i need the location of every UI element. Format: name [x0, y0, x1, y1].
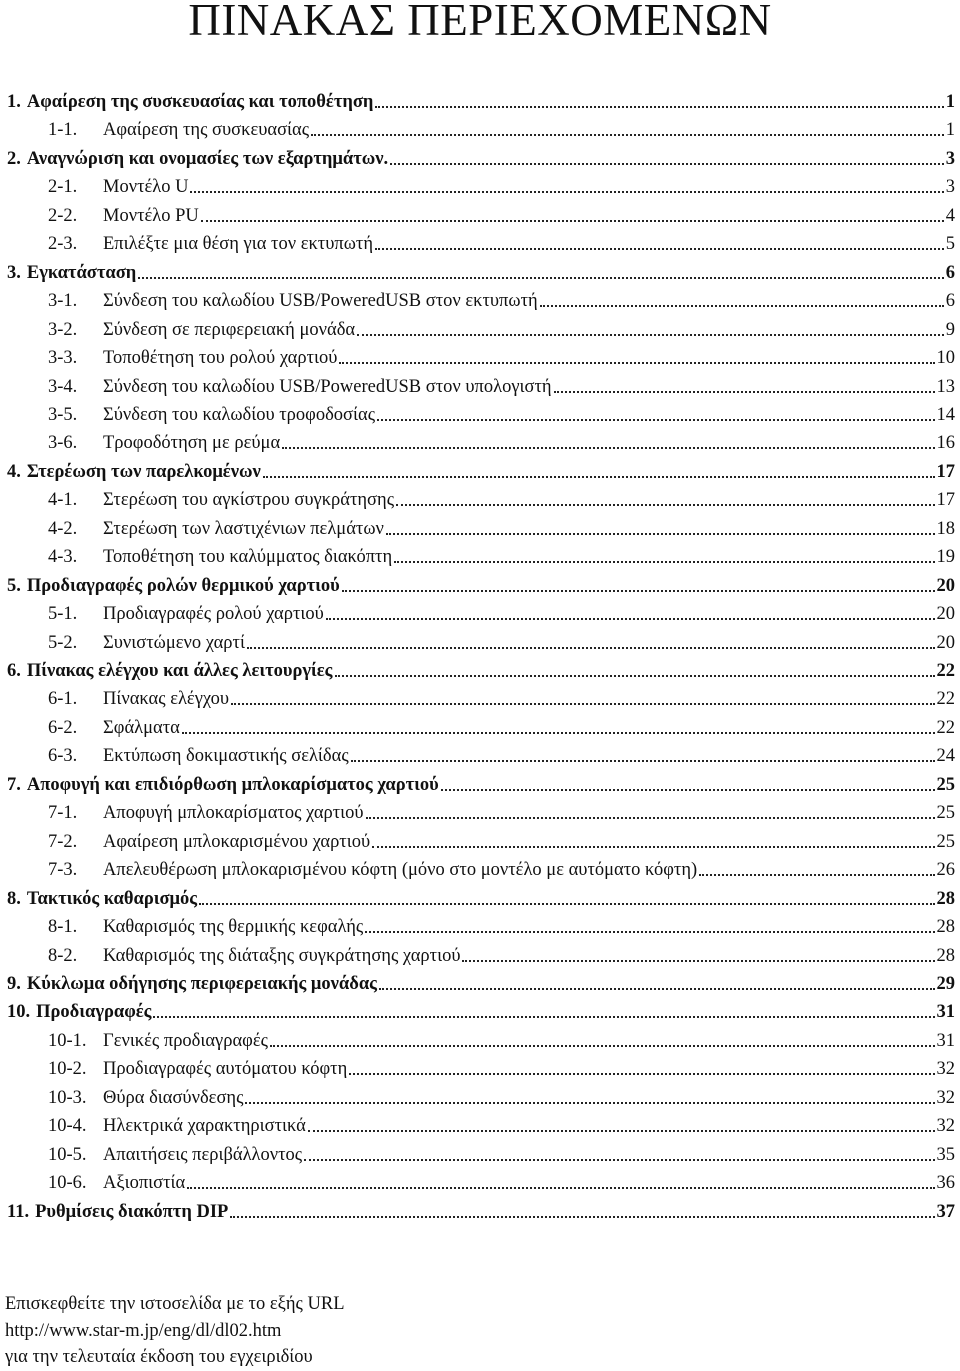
toc-dot-leader: [231, 703, 934, 705]
toc-section-entry[interactable]: [7, 770, 955, 796]
toc-entry-label: Θύρα διασύνδεσης: [103, 1087, 244, 1108]
toc-section-entry[interactable]: [7, 656, 955, 682]
toc-entry-number: 10-4.: [48, 1116, 87, 1137]
toc-entry-number: 3-6.: [48, 433, 78, 454]
page-title: ΠΙΝΑΚΑΣ ΠΕΡΙΕΧΟΜΕΝΩΝ: [188, 0, 772, 45]
toc-entry-label: Τακτικός καθαρισμός: [26, 888, 198, 909]
toc-page-number: 24: [936, 746, 955, 767]
toc-entry-label: Σύνδεση του καλωδίου USB/PoweredUSB στον υπολογιστή: [103, 376, 552, 397]
toc-entry-label: Εκτύπωση δοκιμαστικής σελίδας: [103, 746, 349, 767]
toc-entry-label: Προδιαγραφές: [36, 1002, 152, 1023]
toc-entry-label: Αφαίρεση της συσκευασίας: [103, 120, 310, 141]
footer-line-1: Επισκεφθείτε την ιστοσελίδα με το εξής URL: [5, 1294, 345, 1314]
toc-subsection-entry[interactable]: [48, 372, 955, 398]
toc-entry-label: Αναγνώριση και ονομασίες των εξαρτημάτων.: [26, 148, 389, 169]
toc-page-number: 17: [936, 461, 955, 482]
toc-dot-leader: [201, 220, 944, 222]
toc-entry-label: Εγκατάσταση: [26, 262, 137, 283]
toc-entry-number: 6-3.: [48, 746, 78, 767]
toc-page-number: 1: [945, 120, 955, 141]
toc-dot-leader: [326, 618, 935, 620]
toc-subsection-entry[interactable]: [48, 1083, 955, 1109]
toc-entry-label: Καθαρισμός της θερμικής κεφαλής: [103, 917, 364, 938]
toc-dot-leader: [282, 447, 934, 449]
toc-subsection-entry[interactable]: [48, 798, 955, 824]
toc-dot-leader: [270, 1045, 935, 1047]
toc-entry-label: Πίνακας ελέγχου και άλλες λειτουργίες: [26, 661, 333, 681]
toc-entry-number: 4-2.: [48, 518, 78, 539]
toc-page-number: 19: [936, 547, 955, 568]
toc-dot-leader: [308, 1130, 935, 1132]
toc-entry-label: Κύκλωμα οδήγησης περιφερειακής μονάδας: [26, 973, 377, 994]
toc-page-number: 4: [945, 205, 955, 226]
toc-entry-number: 10-3.: [48, 1087, 87, 1108]
toc-subsection-entry[interactable]: [48, 514, 955, 540]
toc-page-number: 20: [936, 604, 955, 625]
toc-dot-leader: [554, 391, 935, 393]
toc-subsection-entry[interactable]: [48, 315, 955, 341]
toc-page-number: 36: [936, 1173, 955, 1194]
toc-page-number: 3: [945, 177, 955, 198]
toc-entry-number: 4-3.: [48, 547, 78, 568]
toc-subsection-entry[interactable]: [48, 827, 955, 853]
toc-subsection-entry[interactable]: [48, 428, 955, 454]
toc-entry-label: Πίνακας ελέγχου: [103, 689, 230, 710]
toc-subsection-entry[interactable]: [48, 599, 955, 625]
toc-dot-leader: [263, 476, 935, 478]
toc-entry-label: Απαιτήσεις περιβάλλοντος: [103, 1144, 303, 1165]
toc-entry-label: Στερέωση των παρελκομένων: [26, 461, 261, 482]
toc-entry-number: 3-5.: [48, 404, 78, 425]
toc-page-number: 3: [945, 148, 955, 169]
toc-entry-number: 11.: [7, 1201, 30, 1222]
toc-page-number: 32: [936, 1087, 955, 1108]
toc-entry-number: 10.: [7, 1002, 31, 1023]
toc-page-number: 35: [936, 1144, 955, 1165]
toc-entry-label: Απελευθέρωση μπλοκαρισμένου κόφτη (μόνο στο μοντέλο με αυτόματο κόφτη): [103, 860, 698, 881]
toc-entry-number: 7-1.: [48, 803, 78, 824]
toc-entry-label: Προδιαγραφές ρολού χαρτιού: [103, 604, 324, 625]
toc-entry-label: Σύνδεση του καλωδίου τροφοδοσίας: [103, 404, 376, 425]
toc-page-number: 29: [936, 973, 955, 994]
toc-subsection-entry[interactable]: [48, 741, 955, 767]
toc-entry-number: 10-2.: [48, 1059, 87, 1080]
toc-entry-number: 2-3.: [48, 234, 78, 255]
toc-section-entry[interactable]: [7, 1197, 955, 1223]
toc-entry-label: Τροφοδότηση με ρεύμα: [103, 433, 281, 454]
toc-entry-label: Γενικές προδιαγραφές: [103, 1030, 268, 1051]
toc-entry-number: 5-1.: [48, 604, 78, 625]
toc-page-number: 9: [945, 319, 955, 340]
toc-subsection-entry[interactable]: [48, 201, 955, 227]
toc-section-entry[interactable]: [7, 884, 955, 910]
toc-entry-label: Καθαρισμός της διάταξης συγκράτησης χαρτιού: [103, 945, 461, 966]
toc-entry-number: 6-2.: [48, 717, 78, 738]
toc-entry-number: 3-1.: [48, 291, 78, 312]
toc-dot-leader: [335, 675, 935, 677]
toc-entry-number: 6-1.: [48, 689, 78, 710]
toc-page-number: 1: [945, 92, 955, 112]
footer-note: [5, 1291, 345, 1371]
toc-page-number: 20: [936, 575, 955, 596]
toc-dot-leader: [349, 1073, 934, 1075]
toc-dot-leader: [540, 305, 944, 307]
toc-entry-label: Σύνδεση του καλωδίου USB/PoweredUSB στον εκτυπωτή: [103, 291, 538, 312]
toc-entry-number: 10-1.: [48, 1030, 87, 1051]
toc-page-number: 18: [936, 518, 955, 539]
toc-subsection-entry[interactable]: [48, 485, 955, 511]
toc-entry-number: 2.: [7, 148, 21, 169]
toc-dot-leader: [247, 647, 935, 649]
toc-entry-number: 8-2.: [48, 945, 78, 966]
toc-page-number: 32: [936, 1059, 955, 1080]
toc-dot-leader: [366, 817, 935, 819]
toc-subsection-entry[interactable]: [48, 628, 955, 654]
toc-entry-number: 2-1.: [48, 177, 78, 198]
toc-page-number: 16: [936, 433, 955, 454]
toc-entry-label: Μοντέλο U: [103, 177, 189, 198]
toc-dot-leader: [190, 191, 943, 193]
toc-page-number: 22: [936, 689, 955, 710]
toc-page-number: 13: [936, 376, 955, 397]
toc-dot-leader: [377, 419, 934, 421]
toc-dot-leader: [386, 533, 935, 535]
toc-entry-number: 4-1.: [48, 490, 78, 511]
toc-subsection-entry[interactable]: [48, 343, 955, 369]
toc-page-number: 25: [936, 831, 955, 852]
toc-entry-number: 8-1.: [48, 917, 78, 938]
toc-dot-leader: [462, 960, 934, 962]
toc-subsection-entry[interactable]: [48, 912, 955, 938]
toc-page-number: 28: [936, 917, 955, 938]
toc-section-entry[interactable]: [7, 571, 955, 597]
toc-subsection-entry[interactable]: [48, 542, 955, 568]
toc-entry-label: Ηλεκτρικά χαρακτηριστικά: [103, 1116, 306, 1137]
toc-entry-number: 8.: [7, 888, 21, 909]
toc-entry-number: 5-2.: [48, 632, 78, 653]
toc-subsection-entry[interactable]: [48, 1168, 955, 1194]
toc-dot-leader: [394, 561, 934, 563]
toc-entry-label: Προδιαγραφές ρολών θερμικού χαρτιού: [26, 575, 340, 596]
toc-entry-label: Στερέωση των λαστιχένιων πελμάτων: [103, 518, 384, 539]
toc-entry-label: Αποφυγή μπλοκαρίσματος χαρτιού: [103, 803, 364, 824]
toc-entry-label: Αφαίρεση μπλοκαρισμένου χαρτιού: [103, 831, 371, 852]
toc-entry-label: Αποφυγή και επιδιόρθωση μπλοκαρίσματος χαρτιού: [26, 774, 439, 795]
toc-subsection-entry[interactable]: [48, 1140, 955, 1166]
toc-entry-label: Ρυθμίσεις διακόπτη DIP: [35, 1201, 229, 1222]
toc-page-number: 6: [945, 262, 955, 283]
toc-subsection-entry[interactable]: [48, 229, 955, 255]
toc-subsection-entry[interactable]: [48, 115, 955, 141]
toc-dot-leader: [339, 362, 934, 364]
toc-entry-number: 3-4.: [48, 376, 78, 397]
toc-page-number: 25: [936, 803, 955, 824]
toc-section-entry[interactable]: [7, 997, 955, 1023]
toc-page-number: 25: [936, 774, 955, 795]
toc-subsection-entry[interactable]: [48, 713, 955, 739]
toc-entry-number: 7-2.: [48, 831, 78, 852]
toc-entry-number: 3-3.: [48, 348, 78, 369]
toc-section-entry[interactable]: [7, 144, 955, 170]
toc-dot-leader: [379, 988, 935, 990]
toc-subsection-entry[interactable]: [48, 684, 955, 710]
toc-section-entry[interactable]: [7, 969, 955, 995]
toc-dot-leader: [182, 732, 935, 734]
toc-page-number: 28: [936, 888, 955, 909]
toc-section-entry[interactable]: [7, 457, 955, 483]
toc-dot-leader: [153, 1016, 934, 1018]
toc-subsection-entry[interactable]: [48, 286, 955, 312]
toc-dot-leader: [138, 277, 943, 279]
toc-subsection-entry[interactable]: [48, 1054, 955, 1080]
toc-dot-leader: [390, 163, 944, 165]
toc-entry-number: 5.: [7, 575, 21, 596]
toc-dot-leader: [245, 1102, 934, 1104]
toc-entry-label: Συνιστώμενο χαρτί: [103, 632, 245, 653]
toc-dot-leader: [699, 874, 934, 876]
toc-page-number: 31: [936, 1030, 955, 1051]
toc-page-number: 17: [936, 490, 955, 511]
toc-dot-leader: [372, 846, 934, 848]
toc-subsection-entry[interactable]: [48, 941, 955, 967]
toc-section-entry[interactable]: [7, 87, 955, 113]
toc-page-number: 32: [936, 1116, 955, 1137]
toc-dot-leader: [311, 134, 944, 136]
toc-dot-leader: [375, 248, 944, 250]
toc-entry-number: 3.: [7, 262, 21, 283]
toc-entry-number: 9.: [7, 973, 21, 994]
toc-page-number: 22: [936, 717, 955, 738]
toc-entry-number: 7-3.: [48, 860, 78, 881]
toc-entry-number: 7.: [7, 774, 21, 795]
toc-entry-number: 6.: [7, 661, 21, 681]
toc-entry-label: Σύνδεση σε περιφερειακή μονάδα: [103, 319, 356, 340]
toc-section-entry[interactable]: [7, 258, 955, 284]
toc-subsection-entry[interactable]: [48, 1026, 955, 1052]
toc-page-number: 14: [936, 404, 955, 425]
toc-entry-number: 2-2.: [48, 205, 78, 226]
toc-page-number: 20: [936, 632, 955, 653]
toc-page-number: 31: [936, 1002, 955, 1023]
toc-subsection-entry[interactable]: [48, 172, 955, 198]
toc-page-number: 37: [936, 1201, 955, 1222]
toc-dot-leader: [342, 590, 935, 592]
toc-page-number: 26: [936, 860, 955, 881]
toc-dot-leader: [351, 760, 935, 762]
toc-subsection-entry[interactable]: [48, 855, 955, 881]
toc-entry-label: Τοποθέτηση του ρολού χαρτιού: [103, 348, 338, 369]
toc-page-number: 10: [936, 348, 955, 369]
toc-entry-label: Επιλέξτε μια θέση για τον εκτυπωτή: [103, 234, 374, 255]
toc-page-number: 6: [945, 291, 955, 312]
toc-dot-leader: [199, 903, 934, 905]
toc-dot-leader: [441, 789, 935, 791]
toc-entry-label: Μοντέλο PU: [103, 205, 199, 226]
toc-entry-label: Σφάλματα: [103, 717, 180, 738]
toc-page-number: 22: [936, 661, 955, 681]
toc-dot-leader: [365, 931, 934, 933]
footer-line-3: για την τελευταία έκδοση του εγχειριδίου: [5, 1347, 313, 1367]
toc-dot-leader: [357, 334, 944, 336]
toc-entry-number: 1-1.: [48, 120, 78, 141]
toc-entry-label: Προδιαγραφές αυτόματου κόφτη: [103, 1059, 348, 1080]
toc-entry-label: Αξιοπιστία: [103, 1173, 186, 1194]
toc-entry-number: 10-5.: [48, 1144, 87, 1165]
toc-dot-leader: [304, 1159, 934, 1161]
footer-url-link[interactable]: http://www.star-m.jp/eng/dl/dl02.htm: [5, 1320, 282, 1341]
toc-entry-number: 1.: [7, 92, 21, 112]
toc-entry-label: Στερέωση του αγκίστρου συγκράτησης: [103, 490, 395, 511]
toc-entry-label: Αφαίρεση της συσκευασίας και τοποθέτηση: [26, 92, 374, 112]
toc-page-number: 5: [945, 234, 955, 255]
toc-page-number: 28: [936, 945, 955, 966]
toc-dot-leader: [396, 504, 934, 506]
toc-subsection-entry[interactable]: [48, 1111, 955, 1137]
toc-entry-number: 10-6.: [48, 1173, 87, 1194]
toc-subsection-entry[interactable]: [48, 400, 955, 426]
toc-dot-leader: [230, 1216, 934, 1218]
toc-dot-leader: [187, 1187, 934, 1189]
toc-entry-label: Τοποθέτηση του καλύμματος διακόπτη: [103, 547, 393, 568]
toc-dot-leader: [375, 106, 943, 108]
toc-entry-number: 3-2.: [48, 319, 78, 340]
toc-entry-number: 4.: [7, 461, 21, 482]
